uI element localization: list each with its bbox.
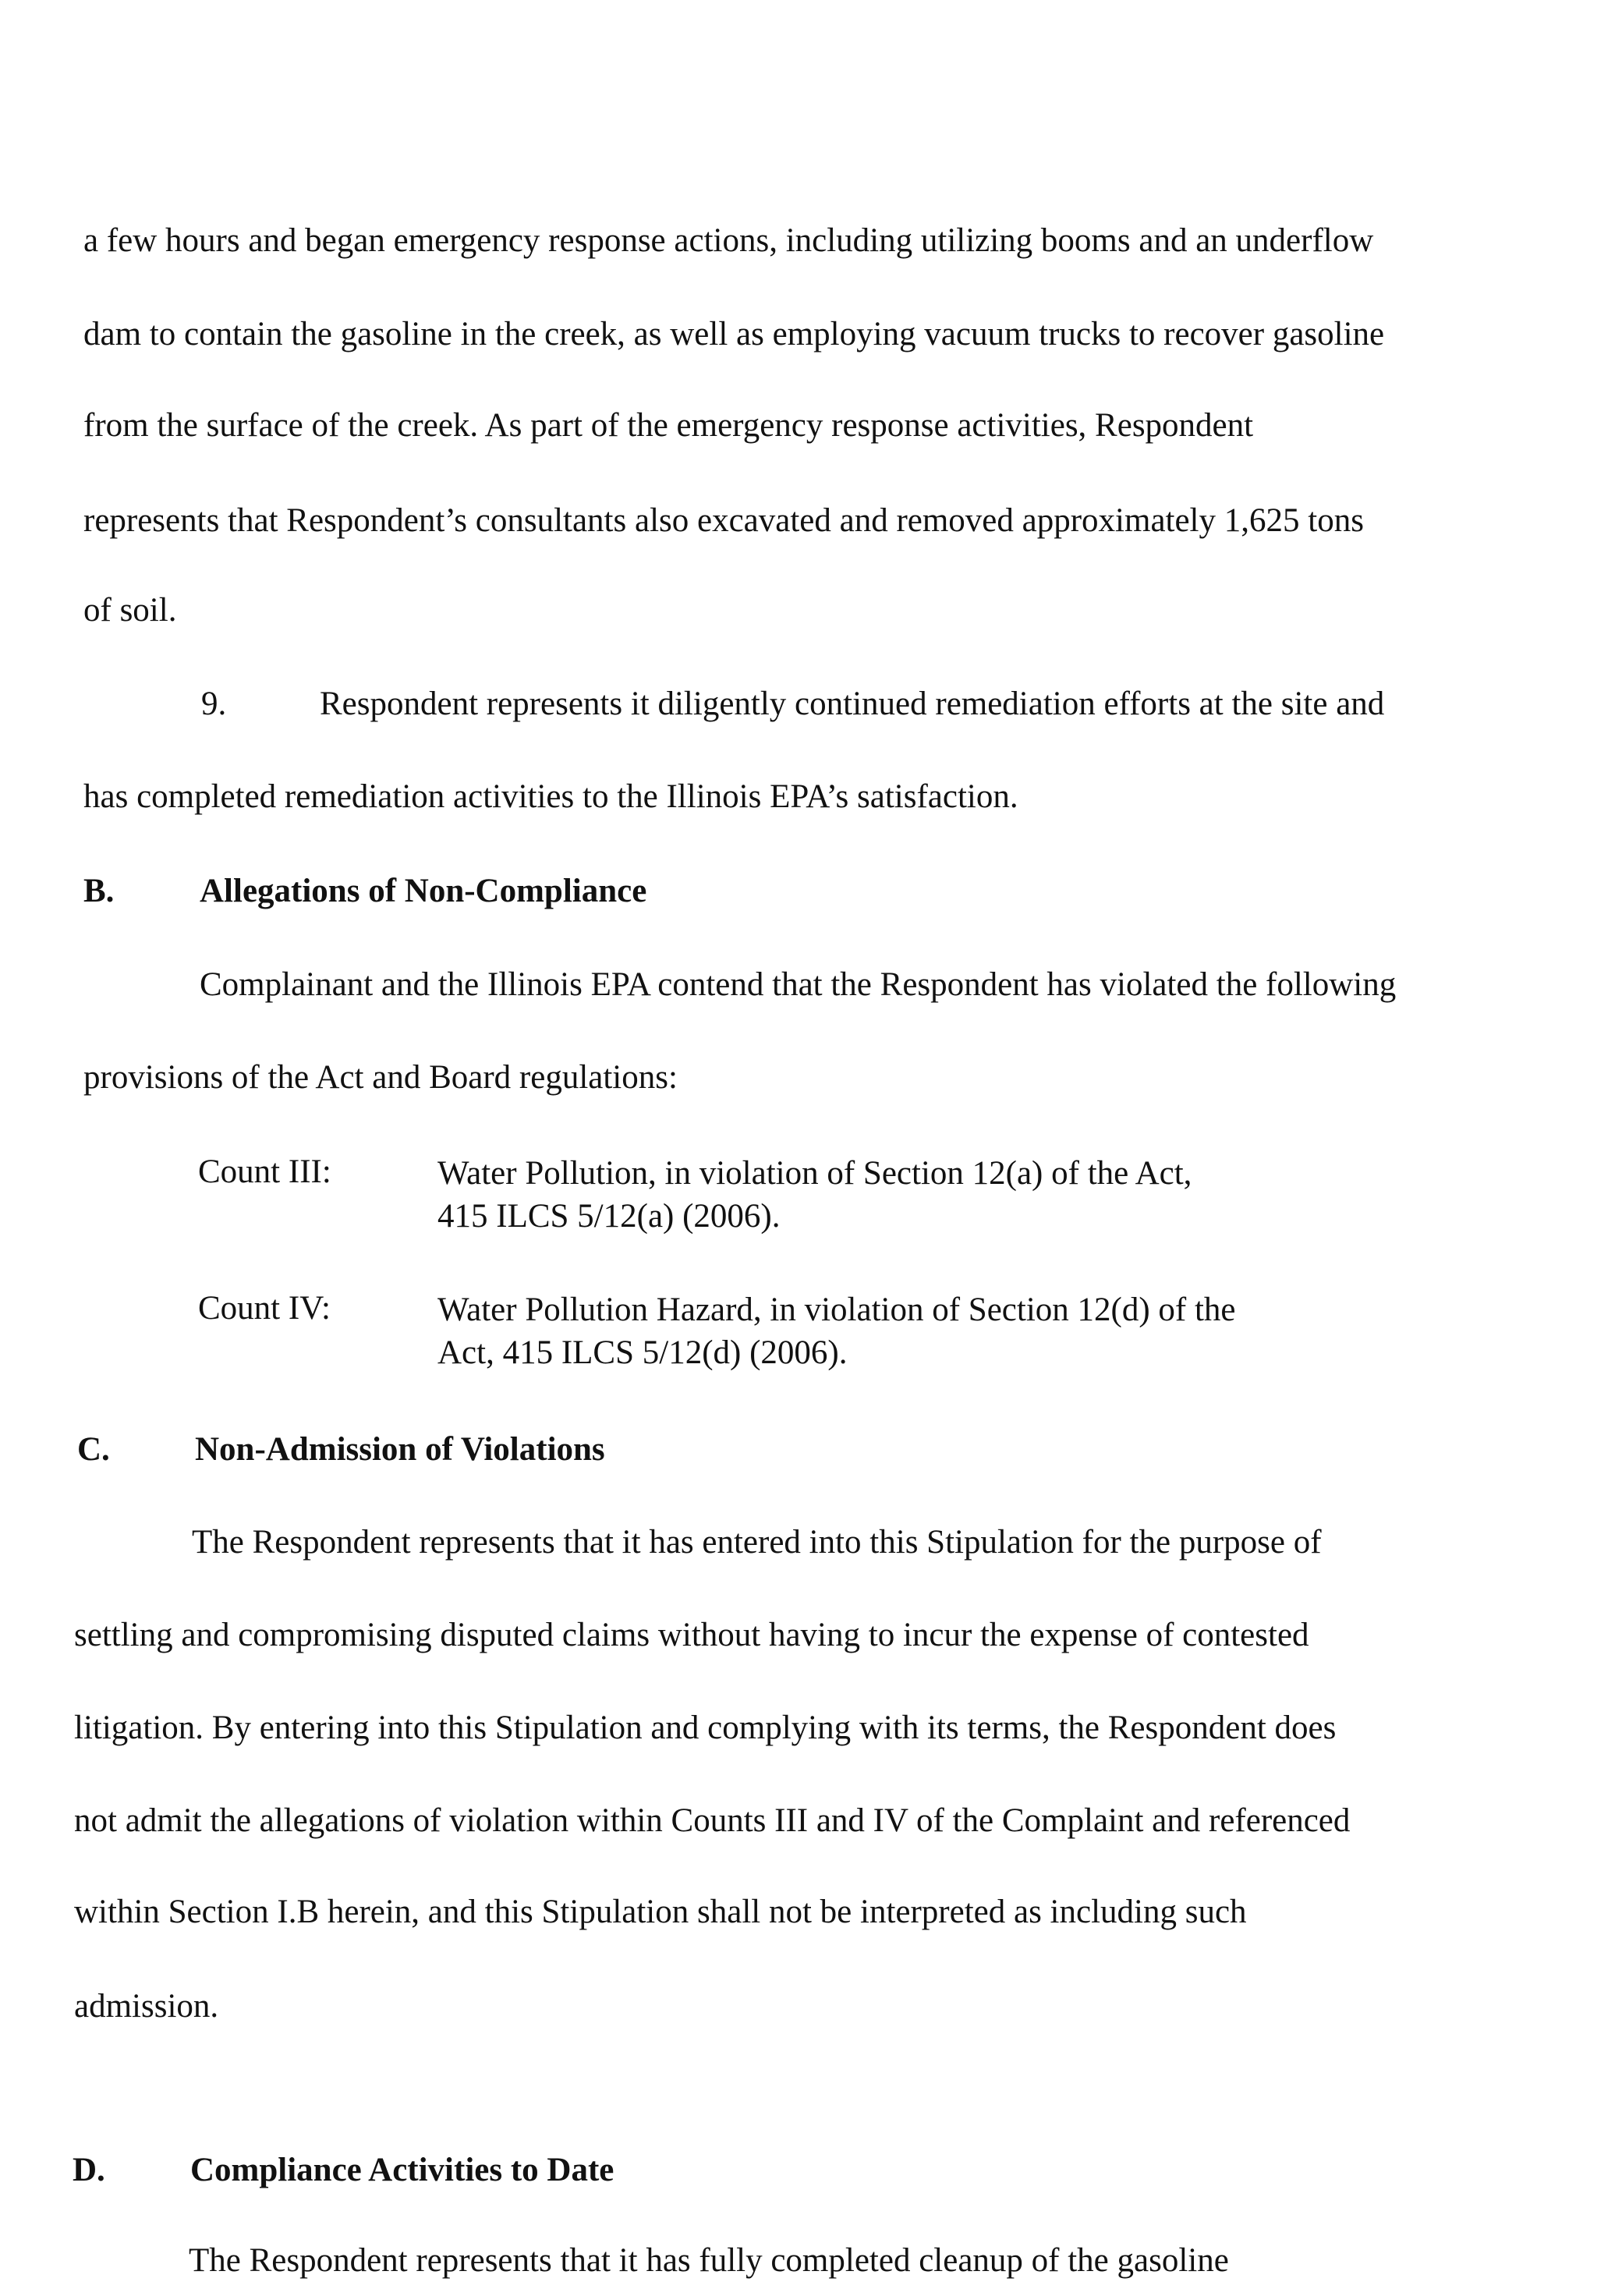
section-heading: Non-Admission of Violations xyxy=(195,1431,605,1468)
text-line: from the surface of the creek. As part of the emergency response activities, Respondent xyxy=(83,407,1254,444)
count-text-line: Water Pollution Hazard, in violation of Section 12(d) of the xyxy=(437,1292,1236,1328)
text-line: admission. xyxy=(74,1988,219,2025)
text-line: not admit the allegations of violation within Counts III and IV of the Complaint and referenced xyxy=(74,1802,1351,1839)
text-line: The Respondent represents that it has entered into this Stipulation for the purpose of xyxy=(192,1524,1322,1561)
text-line: Respondent represents it diligently continued remediation efforts at the site and xyxy=(320,686,1385,722)
count-label: Count IV: xyxy=(198,1290,331,1327)
section-heading: Compliance Activities to Date xyxy=(190,2152,614,2188)
text-line: dam to contain the gasoline in the creek, as well as employing vacuum trucks to recover gasoline xyxy=(83,316,1385,353)
text-line: litigation. By entering into this Stipulation and complying with its terms, the Respondent does xyxy=(74,1710,1337,1746)
count-label: Count III: xyxy=(198,1153,331,1190)
section-letter: C. xyxy=(77,1431,110,1468)
section-letter: D. xyxy=(73,2152,105,2188)
text-line: within Section I.B herein, and this Stipulation shall not be interpreted as including such xyxy=(74,1894,1247,1930)
text-line: Complainant and the Illinois EPA contend that the Respondent has violated the following xyxy=(200,966,1397,1003)
text-line: of soil. xyxy=(83,592,177,629)
count-text-line: Water Pollution, in violation of Section 12(a) of the Act, xyxy=(437,1155,1192,1192)
text-line: settling and compromising disputed claims without having to incur the expense of contested xyxy=(74,1617,1309,1653)
section-letter: B. xyxy=(83,873,115,909)
text-line: The Respondent represents that it has fully completed cleanup of the gasoline xyxy=(189,2242,1229,2279)
text-line: has completed remediation activities to the Illinois EPA’s satisfaction. xyxy=(83,778,1018,815)
count-text-line: Act, 415 ILCS 5/12(d) (2006). xyxy=(437,1334,848,1371)
text-line: represents that Respondent’s consultants also excavated and removed approximately 1,625 tons xyxy=(83,502,1364,539)
count-text-line: 415 ILCS 5/12(a) (2006). xyxy=(437,1198,781,1235)
text-line: a few hours and began emergency response actions, including utilizing booms and an underflow xyxy=(83,222,1374,259)
paragraph-number: 9. xyxy=(201,686,227,722)
section-heading: Allegations of Non-Compliance xyxy=(200,873,647,909)
text-line: provisions of the Act and Board regulations: xyxy=(83,1059,678,1096)
